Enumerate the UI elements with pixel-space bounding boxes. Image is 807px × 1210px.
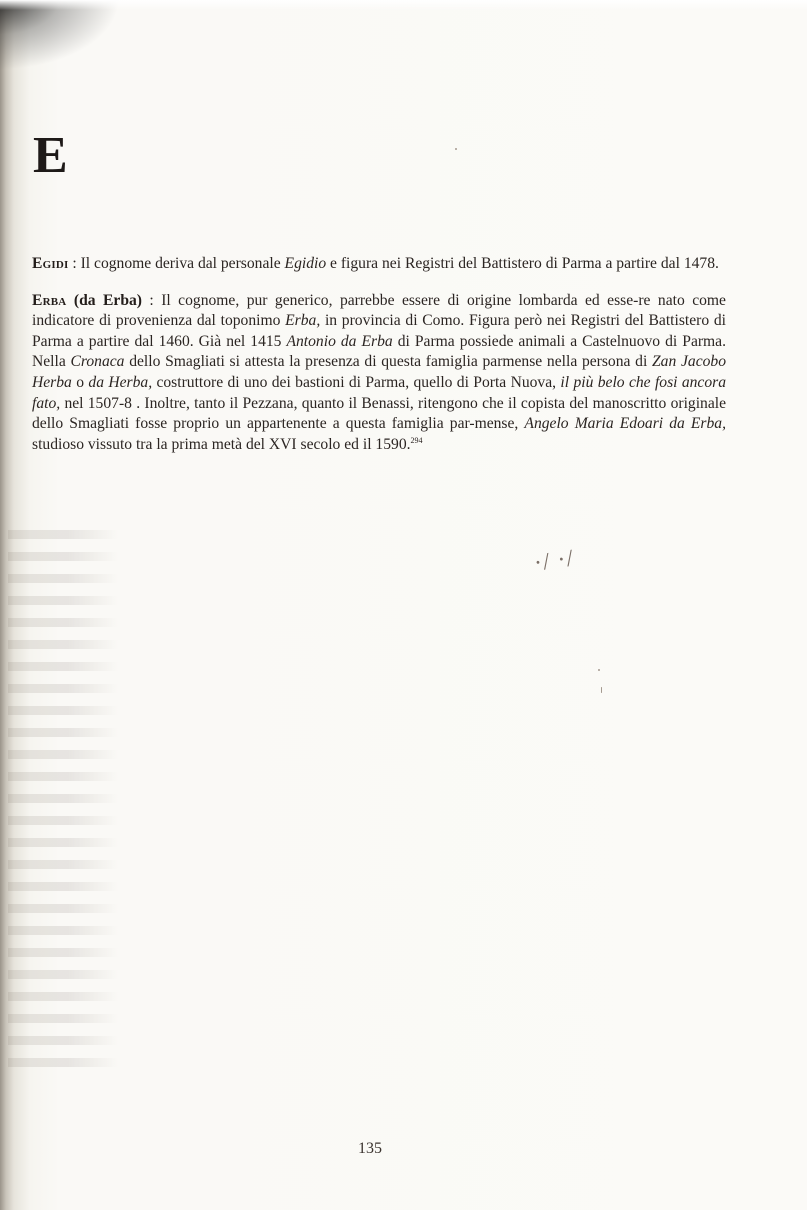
page-number: 135 xyxy=(358,1140,382,1157)
page-top-edge xyxy=(0,0,807,10)
entry-italic-text: Zan Jacobo Herba xyxy=(32,353,727,391)
entry-italic-text: Antonio da Erba xyxy=(286,332,393,350)
entry-text: o xyxy=(71,373,89,391)
entry-text: in provincia di Como. Figura però nei Registri del Battistero di Parma a partire dal 1460. Già nel 1415 xyxy=(32,312,726,350)
entry-italic-text: il più belo che fosi ancora fato, xyxy=(32,373,727,412)
entry-italic-text: Egidio xyxy=(284,255,327,272)
footnote-reference: 294 xyxy=(410,435,423,445)
entry-erba xyxy=(32,291,726,456)
entry-head-variant: (da Erba) xyxy=(66,291,142,309)
speck xyxy=(601,687,602,693)
entry-text: costruttore di uno dei bastioni di Parma, quello di Porta Nuova, xyxy=(152,373,561,391)
entry-text: studioso vissuto tra la prima metà del XVI secolo ed il 1590. xyxy=(32,435,411,453)
speck xyxy=(598,669,600,671)
speck xyxy=(455,148,457,150)
entry-italic-text: Erba, xyxy=(285,312,321,330)
dictionary-entries xyxy=(32,254,726,471)
entry-italic-text: Cronaca xyxy=(70,353,125,371)
show-through-text xyxy=(8,530,118,1070)
binding-shadow xyxy=(0,0,120,70)
entry-text: e figura nei Registri del Battistero di Parma a partire dal 1478. xyxy=(326,255,719,272)
entry-head: Erba xyxy=(32,291,67,309)
entry-text: dello Smagliati si attesta la presenza di questa famiglia parmense nella persona di xyxy=(124,353,652,371)
entry-egidi xyxy=(32,254,726,275)
entry-italic-text: Angelo Maria Edoari da Erba, xyxy=(524,415,726,433)
entry-text: : Il cognome deriva dal personale xyxy=(68,255,285,272)
pencil-marks: ·/ ·/ xyxy=(532,545,576,577)
entry-head: Egidi xyxy=(32,255,69,272)
entry-italic-text: da Herba, xyxy=(88,373,153,391)
entry-text: di Parma possiede animali a Castelnuovo di Parma. Nella xyxy=(32,332,727,371)
section-letter: E xyxy=(33,127,68,184)
entry-text: nel 1507-8 . Inoltre, tanto il Pezzana, quanto il Benassi, ritengono che il copista del manoscritto originale dello Smagliati fosse proprio un appartenente a questa famiglia par-mense, xyxy=(32,394,726,433)
entry-text: : Il cognome, pur generico, parrebbe essere di origine lombarda ed esse-re nato come indicatore di provenienza dal toponimo xyxy=(32,291,726,330)
